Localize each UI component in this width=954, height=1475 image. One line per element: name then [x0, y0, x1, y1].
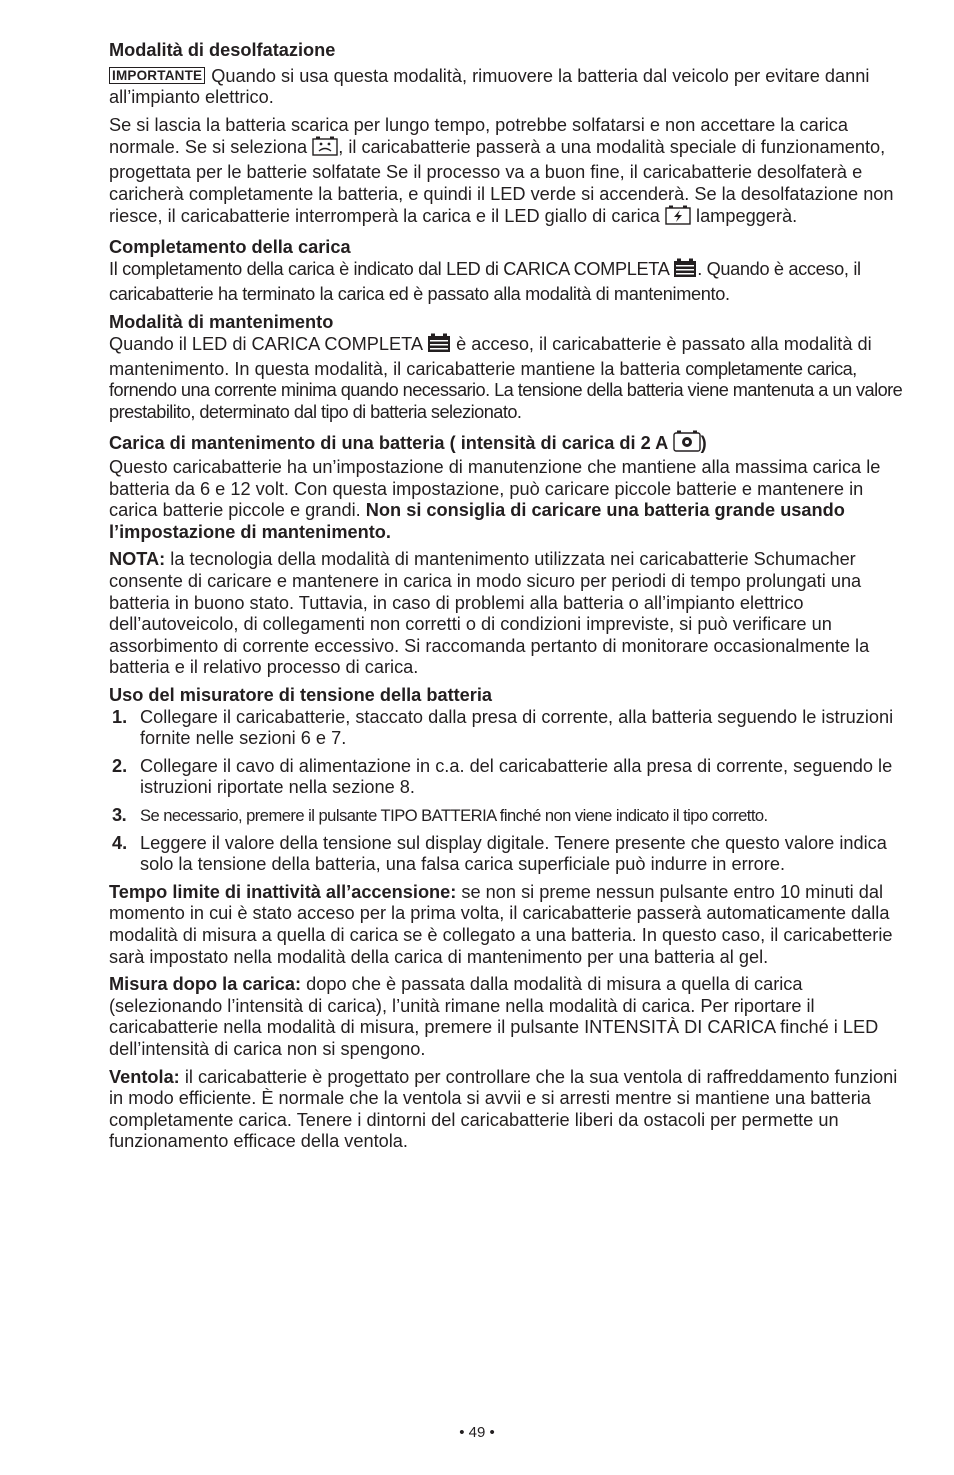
step-text: Collegare il caricabatterie, staccato dalla presa di corrente, alla batteria seguendo le istruzioni fornite nelle sezioni 6 e 7. — [140, 706, 894, 749]
charging-battery-icon — [665, 205, 691, 231]
desolf-text-a: Se si lascia la batteria scarica per lungo tempo, potrebbe solfatarsi e non accettare la carica normale. Se si seleziona — [109, 114, 849, 158]
nota-label: NOTA: — [109, 549, 166, 570]
step-text: Collegare il cavo di alimentazione in c.a. del caricabatterie alla presa di corrente, seguendo le istruzioni riportate nella sezione 8. — [140, 755, 893, 798]
manual-page — [109, 40, 911, 1159]
step-item — [109, 833, 911, 876]
maintain-text-a: Quando il LED di CARICA COMPLETA — [109, 334, 423, 355]
page-number: • 49 • — [459, 1424, 495, 1441]
step-number: 4. — [112, 832, 128, 853]
step-item — [109, 756, 911, 799]
timeout-label: Tempo limite di inattività all’accensione: — [109, 881, 457, 902]
heading-completamento: Completamento della carica — [109, 236, 351, 257]
heading-misuratore: Uso del misuratore di tensione della batteria — [109, 685, 493, 706]
important-paragraph — [109, 66, 911, 109]
after-charge-label: Misura dopo la carica: — [109, 974, 302, 995]
important-text: Quando si usa questa modalità, rimuovere la batteria dal veicolo per evitare danni all’impianto elettrico. — [109, 65, 870, 108]
full-battery-icon — [673, 258, 697, 284]
maint-charge-title-b: ) — [700, 432, 707, 453]
step-number: 3. — [112, 805, 127, 825]
desolf-text-c: lampeggerà. — [696, 206, 798, 227]
sad-battery-icon — [312, 136, 338, 162]
carica-mantenimento-paragraph — [109, 457, 911, 543]
completamento-paragraph — [109, 258, 911, 305]
maint-charge-text: Questo caricabatterie ha un’impostazione di manutenzione che mantiene alla massima carica le batteria da 6 e 12 volt. Con questa impostazione, può caricare piccole batterie e mantenere in carica batterie piccole e grandi. — [109, 457, 881, 521]
desolf-text-b: , il caricabatterie passerà a una modalità speciale di funzionamento, progettata per le batterie solfatate Se il processo va a buon fine, il caricabatterie desolfaterà e caricherà completamente la batteria, e quindi il LED verde si accenderà. Se la desolfatazione non riesce, il caricabatterie interromperà la carica e il LED giallo di carica — [109, 137, 894, 227]
maint-charge-title-a: Carica di mantenimento di una batteria ( intensità di carica di 2 A — [109, 432, 668, 453]
fan-paragraph — [109, 1067, 911, 1153]
completion-text-a: Il completamento della carica è indicato dal LED di CARICA COMPLETA — [109, 259, 669, 280]
step-text: Leggere il valore della tensione sul display digitale. Tenere presente che questo valore indica solo la tensione della batteria, una falsa carica superficiale può indurre in errore. — [140, 832, 887, 875]
step-text: Se necessario, premere il pulsante TIPO BATTERIA finché non viene indicato il tipo corretto. — [140, 806, 768, 825]
step-item — [109, 707, 911, 750]
heading-carica-mantenimento — [109, 430, 911, 458]
maintain-text-c: completamente carica, fornendo una corrente minima quando necessario. La tensione della batteria viene mantenuta a un valore prestabilito, determinato dal tipo di batteria selezionato. — [109, 358, 903, 422]
completion-text-b: . Quando è acceso, il caricabatterie ha terminato la carica ed è passato alla modalità di mantenimento. — [109, 259, 861, 304]
important-badge: IMPORTANTE — [109, 67, 205, 84]
maintain-text-b: è acceso, il caricabatterie è passato alla modalità di mantenimento. In questa modalità, il caricabatterie mantiene la batteria — [109, 334, 872, 379]
heading-desolfatazione: Modalità di desolfatazione — [109, 40, 336, 60]
after-charge-paragraph — [109, 974, 911, 1060]
timeout-paragraph — [109, 882, 911, 968]
step-number: 2. — [112, 755, 128, 776]
maint-charge-warning: Non si consiglia di caricare una batteria grande usando l’impostazione di mantenimento. — [109, 500, 845, 542]
voltmeter-steps — [109, 707, 911, 876]
nota-text: la tecnologia della modalità di mantenimento utilizzata nei caricabatterie Schumacher consente di caricare e mantenere in carica in modo sicuro per periodi di tempo prolungati una batteria in buono stato. Tuttavia, in caso di problemi alla batteria o all’impianto elettrico dell’autoveicolo, di collegamenti non corretti o di condizioni impreviste, si può verificare un assorbimento di corrente eccessivo. Si raccomanda pertanto di monitorare occasionalmente la batteria e il relativo processo di carica. — [109, 549, 870, 678]
desolfatazione-paragraph — [109, 115, 911, 231]
timeout-text: se non si preme nessun pulsante entro 10 minuti dal momento in cui è stato acceso per la prima volta, il caricabatterie passerà automaticamente dalla modalità di misura a quella di carica se è collegato a una batteria. In questo caso, il caricabetterie sarà impostato nella modalità della carica di mantenimento per una batteria al gel. — [109, 881, 893, 967]
after-charge-text: dopo che è passata dalla modalità di misura a quella di carica (selezionando l’intensità di carica), l’unità rimane nella modalità di carica. Per riportare il caricabatterie nella modalità di misura, premere il pulsante INTENSITÀ DI CARICA finché i LED dell’intensità di carica non si spengono. — [109, 974, 879, 1059]
fan-label: Ventola: — [109, 1066, 180, 1087]
mantenimento-paragraph — [109, 333, 911, 423]
step-item — [109, 805, 911, 827]
maintain-battery-icon — [673, 430, 701, 458]
fan-text: il caricabatterie è progettato per controllare che la sua ventola di raffreddamento funzioni in modo efficiente. È normale che la ventola si avvii e si arresti mentre si mantiene una batteria completamente carica. Tenere i dintorni del caricabatterie liberi da ostacoli per permette un funzionamento efficace della ventola. — [109, 1066, 898, 1152]
step-number: 1. — [112, 706, 128, 727]
nota-paragraph — [109, 549, 911, 679]
full-battery-icon-2 — [427, 333, 451, 359]
heading-mantenimento: Modalità di mantenimento — [109, 311, 334, 332]
